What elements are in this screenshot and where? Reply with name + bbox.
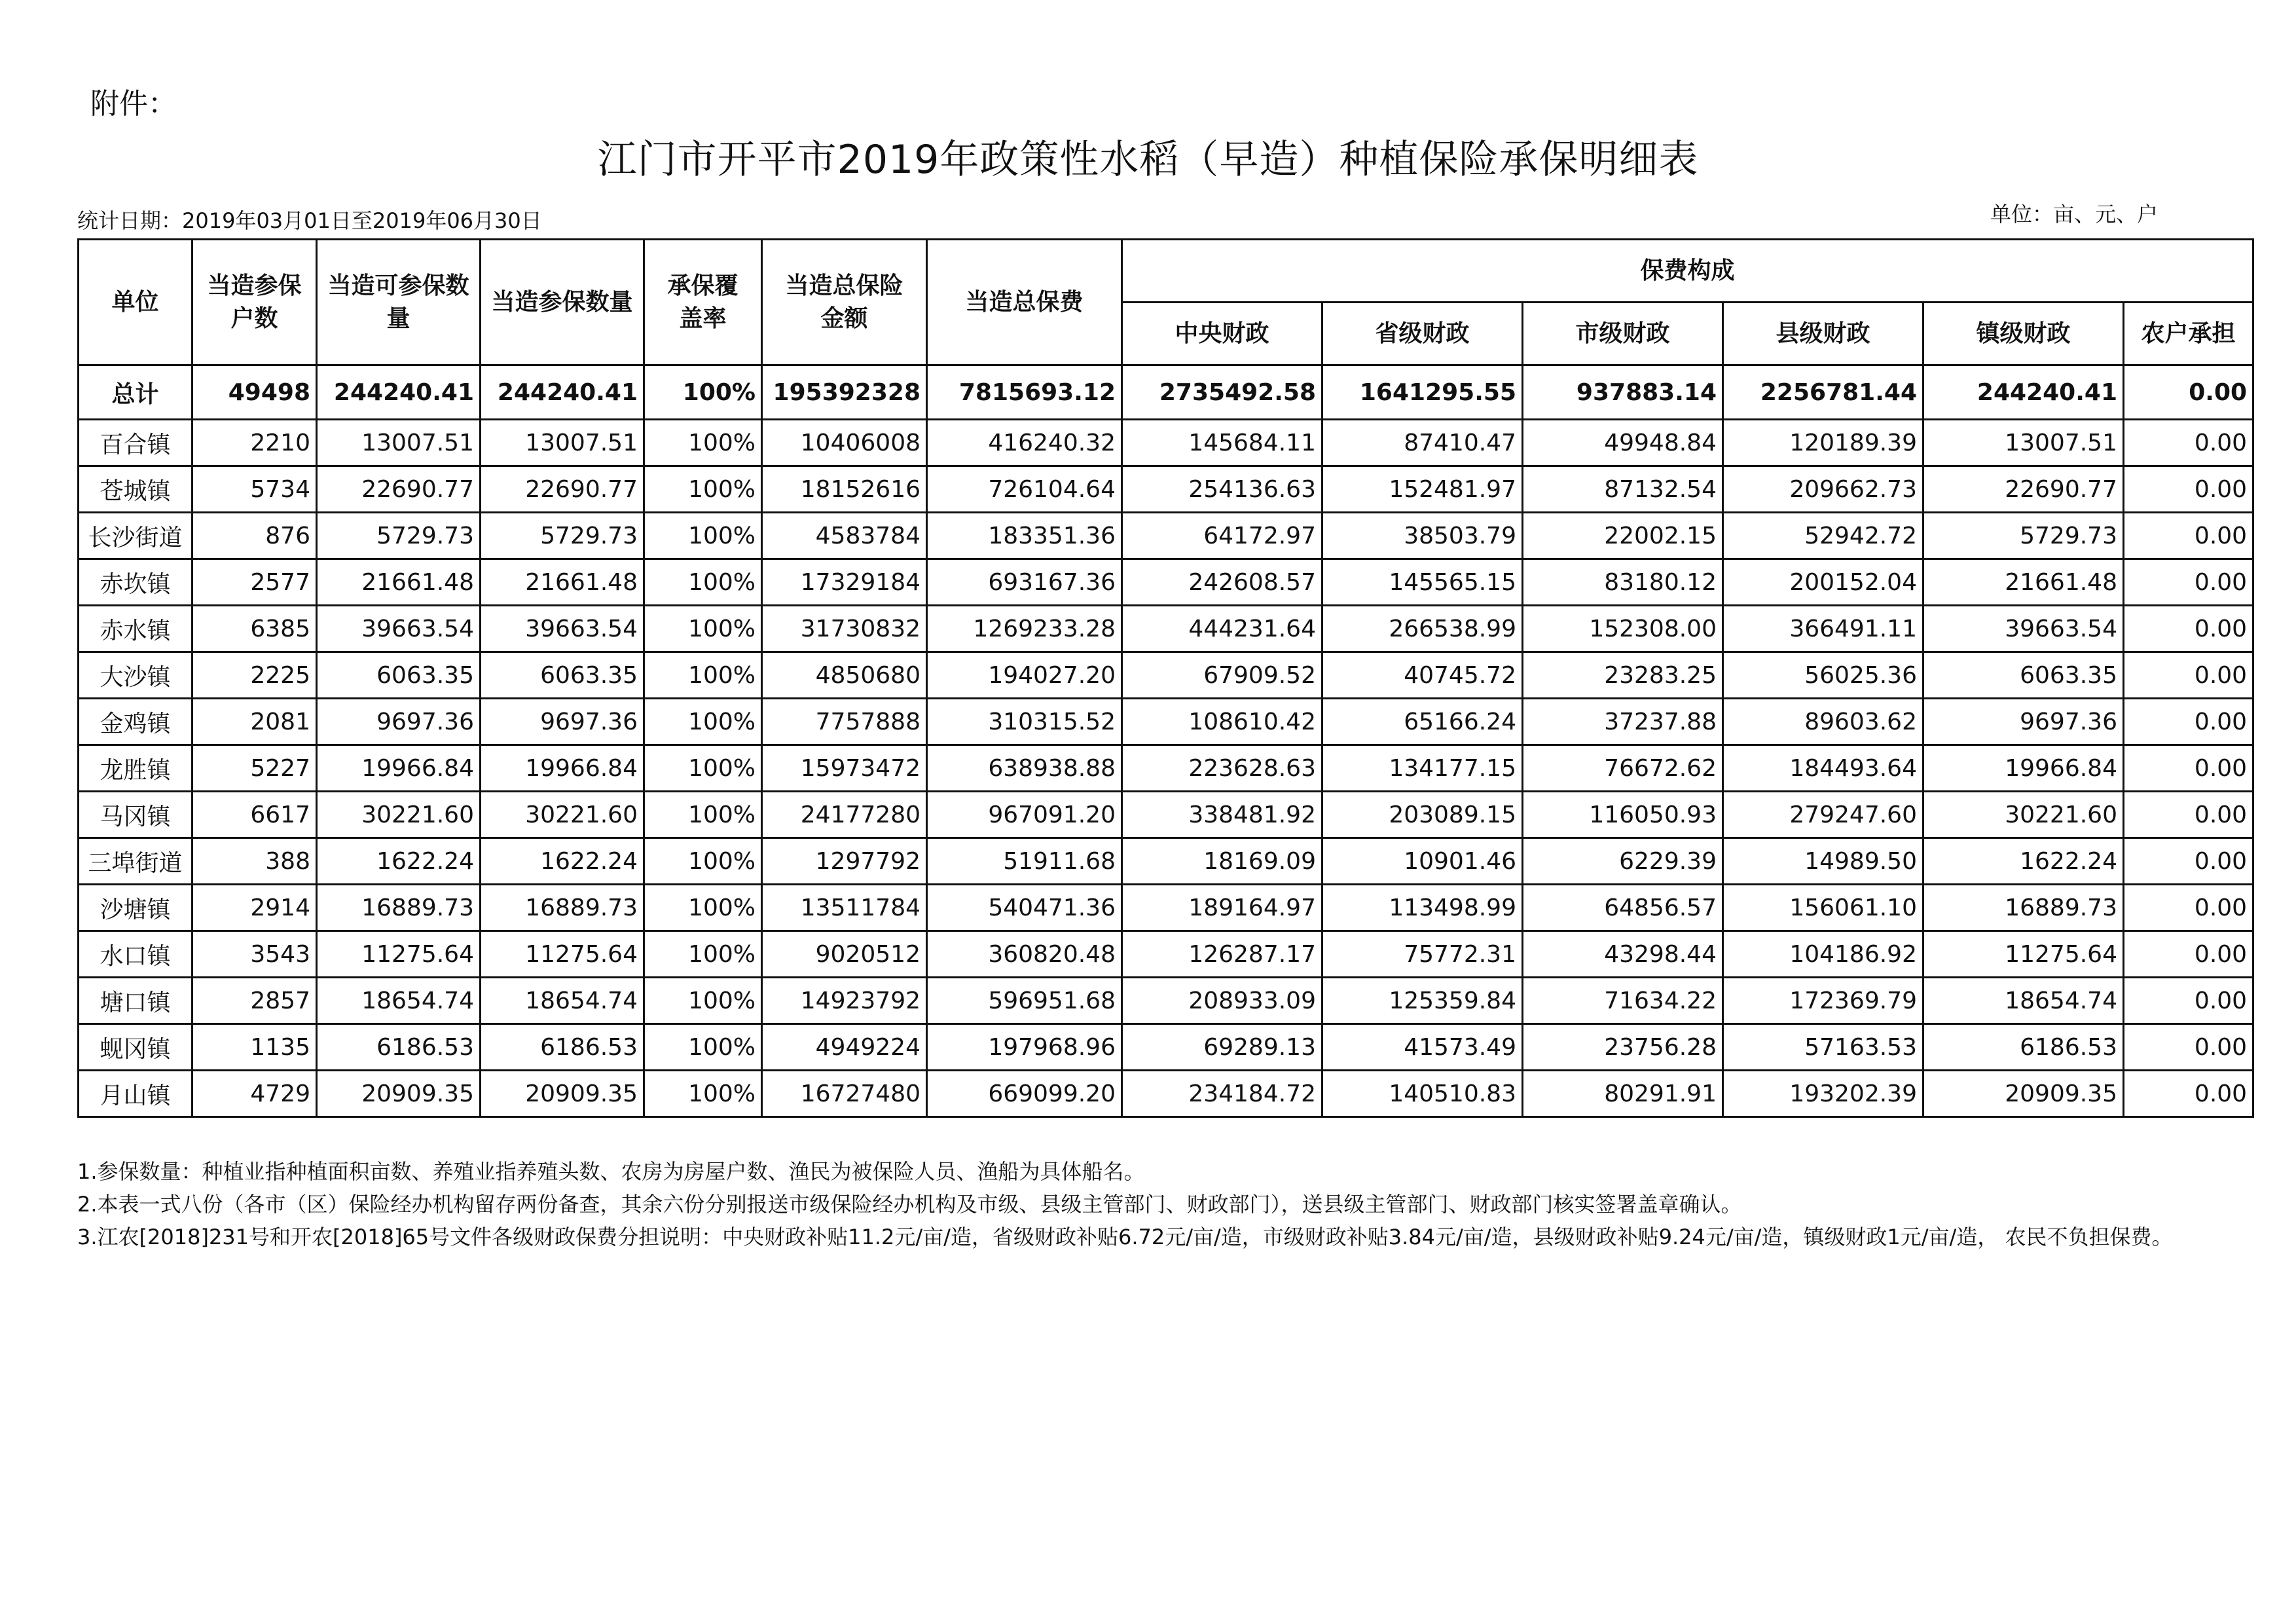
cell-premium: 310315.52 (927, 699, 1122, 745)
cell-eligible-qty: 18654.74 (317, 978, 481, 1024)
table-row (79, 838, 2253, 885)
footnote-3: 3.江农[2018]231号和开农[2018]65号文件各级财政保费分担说明：中央财政补贴11.2元/亩/造，省级财政补贴6.72元/亩/造，市级财政补贴3.84元/亩/造，县级财政补贴9.24元/亩/造，镇级财政1元/亩/造， 农民不负担保费。 (77, 1225, 2173, 1249)
cell-premium: 183351.36 (927, 513, 1122, 559)
cell-eligible-qty: 5729.73 (317, 513, 481, 559)
insurance-table (77, 238, 2254, 1118)
total-provincial: 1641295.55 (1322, 365, 1523, 420)
cell-sum-insured: 13511784 (762, 885, 927, 931)
total-households: 49498 (192, 365, 317, 420)
cell-premium: 540471.36 (927, 885, 1122, 931)
cell-households: 2210 (192, 420, 317, 466)
cell-unit: 塘口镇 (79, 978, 192, 1024)
cell-farmer: 0.00 (2124, 420, 2253, 466)
cell-county: 184493.64 (1723, 745, 1923, 792)
cell-unit: 龙胜镇 (79, 745, 192, 792)
date-range: 统计日期：2019年03月01日至2019年06月30日 (77, 208, 542, 233)
header-premium: 当造总保费 (927, 240, 1122, 365)
cell-insured-qty: 11275.64 (481, 931, 644, 978)
total-town: 244240.41 (1923, 365, 2124, 420)
cell-unit: 百合镇 (79, 420, 192, 466)
total-county: 2256781.44 (1723, 365, 1923, 420)
total-label: 总计 (79, 365, 192, 420)
cell-farmer: 0.00 (2124, 838, 2253, 885)
cell-sum-insured: 4949224 (762, 1024, 927, 1071)
cell-eligible-qty: 1622.24 (317, 838, 481, 885)
cell-farmer: 0.00 (2124, 699, 2253, 745)
header-farmer: 农户承担 (2124, 303, 2253, 365)
units-label: 单位：亩、元、户 (1990, 202, 2159, 227)
cell-unit: 苍城镇 (79, 466, 192, 513)
header-sum-insured: 当造总保险金额 (762, 240, 927, 365)
header-town: 镇级财政 (1923, 303, 2124, 365)
table-row (79, 559, 2253, 606)
cell-unit: 水口镇 (79, 931, 192, 978)
cell-insured-qty: 6063.35 (481, 652, 644, 699)
cell-households: 5227 (192, 745, 317, 792)
cell-premium: 51911.68 (927, 838, 1122, 885)
cell-central: 69289.13 (1122, 1024, 1322, 1071)
cell-coverage: 100% (644, 699, 762, 745)
cell-provincial: 140510.83 (1322, 1071, 1523, 1117)
cell-county: 120189.39 (1723, 420, 1923, 466)
cell-farmer: 0.00 (2124, 745, 2253, 792)
header-central: 中央财政 (1122, 303, 1322, 365)
cell-county: 366491.11 (1723, 606, 1923, 652)
table-row (79, 466, 2253, 513)
cell-coverage: 100% (644, 559, 762, 606)
table-row (79, 652, 2253, 699)
cell-unit: 长沙街道 (79, 513, 192, 559)
cell-insured-qty: 13007.51 (481, 420, 644, 466)
cell-town: 13007.51 (1923, 420, 2124, 466)
cell-coverage: 100% (644, 1071, 762, 1117)
cell-central: 223628.63 (1122, 745, 1322, 792)
cell-households: 6617 (192, 792, 317, 838)
header-composition: 保费构成 (1122, 240, 2253, 303)
header-county: 县级财政 (1723, 303, 1923, 365)
table-row (79, 978, 2253, 1024)
cell-sum-insured: 15973472 (762, 745, 927, 792)
cell-farmer: 0.00 (2124, 513, 2253, 559)
page-title: 江门市开平市2019年政策性水稻（早造）种植保险承保明细表 (597, 137, 1699, 183)
cell-provincial: 113498.99 (1322, 885, 1523, 931)
cell-farmer: 0.00 (2124, 466, 2253, 513)
cell-coverage: 100% (644, 1024, 762, 1071)
cell-coverage: 100% (644, 838, 762, 885)
cell-sum-insured: 14923792 (762, 978, 927, 1024)
cell-provincial: 203089.15 (1322, 792, 1523, 838)
cell-city: 83180.12 (1523, 559, 1723, 606)
cell-eligible-qty: 21661.48 (317, 559, 481, 606)
cell-provincial: 38503.79 (1322, 513, 1523, 559)
cell-city: 23756.28 (1523, 1024, 1723, 1071)
cell-households: 6385 (192, 606, 317, 652)
cell-households: 2225 (192, 652, 317, 699)
cell-farmer: 0.00 (2124, 978, 2253, 1024)
cell-insured-qty: 16889.73 (481, 885, 644, 931)
cell-central: 208933.09 (1122, 978, 1322, 1024)
cell-town: 19966.84 (1923, 745, 2124, 792)
cell-insured-qty: 39663.54 (481, 606, 644, 652)
cell-city: 23283.25 (1523, 652, 1723, 699)
cell-city: 76672.62 (1523, 745, 1723, 792)
cell-sum-insured: 16727480 (762, 1071, 927, 1117)
total-row (79, 365, 2253, 420)
cell-households: 388 (192, 838, 317, 885)
cell-farmer: 0.00 (2124, 606, 2253, 652)
cell-farmer: 0.00 (2124, 1024, 2253, 1071)
cell-central: 18169.09 (1122, 838, 1322, 885)
cell-provincial: 125359.84 (1322, 978, 1523, 1024)
cell-town: 30221.60 (1923, 792, 2124, 838)
cell-central: 444231.64 (1122, 606, 1322, 652)
cell-coverage: 100% (644, 606, 762, 652)
cell-farmer: 0.00 (2124, 931, 2253, 978)
cell-county: 52942.72 (1723, 513, 1923, 559)
cell-provincial: 266538.99 (1322, 606, 1523, 652)
cell-county: 193202.39 (1723, 1071, 1923, 1117)
cell-town: 16889.73 (1923, 885, 2124, 931)
cell-central: 242608.57 (1122, 559, 1322, 606)
cell-central: 189164.97 (1122, 885, 1322, 931)
cell-city: 71634.22 (1523, 978, 1723, 1024)
cell-city: 116050.93 (1523, 792, 1723, 838)
cell-households: 5734 (192, 466, 317, 513)
cell-sum-insured: 24177280 (762, 792, 927, 838)
cell-coverage: 100% (644, 792, 762, 838)
cell-premium: 638938.88 (927, 745, 1122, 792)
header-coverage: 承保覆盖率 (644, 240, 762, 365)
attachment-label: 附件： (90, 87, 177, 120)
cell-eligible-qty: 11275.64 (317, 931, 481, 978)
cell-town: 18654.74 (1923, 978, 2124, 1024)
cell-farmer: 0.00 (2124, 559, 2253, 606)
cell-eligible-qty: 39663.54 (317, 606, 481, 652)
cell-county: 279247.60 (1723, 792, 1923, 838)
cell-insured-qty: 6186.53 (481, 1024, 644, 1071)
cell-city: 6229.39 (1523, 838, 1723, 885)
cell-provincial: 134177.15 (1322, 745, 1523, 792)
cell-premium: 669099.20 (927, 1071, 1122, 1117)
table-row (79, 513, 2253, 559)
cell-central: 64172.97 (1122, 513, 1322, 559)
cell-sum-insured: 4583784 (762, 513, 927, 559)
cell-premium: 726104.64 (927, 466, 1122, 513)
header-unit: 单位 (79, 240, 192, 365)
cell-households: 1135 (192, 1024, 317, 1071)
cell-town: 6063.35 (1923, 652, 2124, 699)
cell-unit: 月山镇 (79, 1071, 192, 1117)
cell-town: 20909.35 (1923, 1071, 2124, 1117)
cell-sum-insured: 1297792 (762, 838, 927, 885)
cell-town: 39663.54 (1923, 606, 2124, 652)
cell-insured-qty: 1622.24 (481, 838, 644, 885)
cell-premium: 197968.96 (927, 1024, 1122, 1071)
header-insured-qty: 当造参保数量 (481, 240, 644, 365)
cell-sum-insured: 10406008 (762, 420, 927, 466)
cell-unit: 赤坎镇 (79, 559, 192, 606)
cell-households: 2081 (192, 699, 317, 745)
cell-insured-qty: 19966.84 (481, 745, 644, 792)
cell-town: 11275.64 (1923, 931, 2124, 978)
table-row (79, 606, 2253, 652)
cell-county: 172369.79 (1723, 978, 1923, 1024)
cell-households: 2914 (192, 885, 317, 931)
cell-sum-insured: 31730832 (762, 606, 927, 652)
cell-coverage: 100% (644, 652, 762, 699)
cell-town: 5729.73 (1923, 513, 2124, 559)
cell-households: 2577 (192, 559, 317, 606)
table-row (79, 885, 2253, 931)
total-eligible-qty: 244240.41 (317, 365, 481, 420)
cell-farmer: 0.00 (2124, 652, 2253, 699)
cell-central: 234184.72 (1122, 1071, 1322, 1117)
cell-unit: 三埠街道 (79, 838, 192, 885)
cell-city: 43298.44 (1523, 931, 1723, 978)
cell-unit: 赤水镇 (79, 606, 192, 652)
cell-unit: 大沙镇 (79, 652, 192, 699)
cell-county: 200152.04 (1723, 559, 1923, 606)
cell-coverage: 100% (644, 513, 762, 559)
table-row (79, 1024, 2253, 1071)
total-central: 2735492.58 (1122, 365, 1322, 420)
cell-provincial: 145565.15 (1322, 559, 1523, 606)
cell-insured-qty: 5729.73 (481, 513, 644, 559)
cell-county: 57163.53 (1723, 1024, 1923, 1071)
cell-unit: 蚬冈镇 (79, 1024, 192, 1071)
cell-city: 87132.54 (1523, 466, 1723, 513)
cell-eligible-qty: 6063.35 (317, 652, 481, 699)
cell-provincial: 65166.24 (1322, 699, 1523, 745)
cell-insured-qty: 20909.35 (481, 1071, 644, 1117)
cell-city: 37237.88 (1523, 699, 1723, 745)
cell-premium: 1269233.28 (927, 606, 1122, 652)
cell-provincial: 87410.47 (1322, 420, 1523, 466)
cell-eligible-qty: 9697.36 (317, 699, 481, 745)
cell-town: 22690.77 (1923, 466, 2124, 513)
cell-sum-insured: 7757888 (762, 699, 927, 745)
cell-premium: 416240.32 (927, 420, 1122, 466)
cell-unit: 金鸡镇 (79, 699, 192, 745)
cell-city: 49948.84 (1523, 420, 1723, 466)
cell-insured-qty: 21661.48 (481, 559, 644, 606)
cell-premium: 693167.36 (927, 559, 1122, 606)
cell-provincial: 152481.97 (1322, 466, 1523, 513)
cell-city: 64856.57 (1523, 885, 1723, 931)
cell-county: 156061.10 (1723, 885, 1923, 931)
cell-eligible-qty: 22690.77 (317, 466, 481, 513)
footnote-1: 1.参保数量：种植业指种植面积亩数、养殖业指养殖头数、农房为房屋户数、渔民为被保险人员、渔船为具体船名。 (77, 1159, 1145, 1184)
cell-city: 22002.15 (1523, 513, 1723, 559)
cell-county: 14989.50 (1723, 838, 1923, 885)
cell-town: 21661.48 (1923, 559, 2124, 606)
cell-premium: 967091.20 (927, 792, 1122, 838)
cell-insured-qty: 18654.74 (481, 978, 644, 1024)
cell-county: 104186.92 (1723, 931, 1923, 978)
cell-central: 254136.63 (1122, 466, 1322, 513)
cell-central: 338481.92 (1122, 792, 1322, 838)
cell-city: 80291.91 (1523, 1071, 1723, 1117)
cell-coverage: 100% (644, 420, 762, 466)
header-provincial: 省级财政 (1322, 303, 1523, 365)
cell-provincial: 75772.31 (1322, 931, 1523, 978)
table-row (79, 420, 2253, 466)
cell-coverage: 100% (644, 466, 762, 513)
header-households: 当造参保户数 (192, 240, 317, 365)
cell-eligible-qty: 19966.84 (317, 745, 481, 792)
header-eligible-qty: 当造可参保数量 (317, 240, 481, 365)
cell-provincial: 41573.49 (1322, 1024, 1523, 1071)
cell-town: 9697.36 (1923, 699, 2124, 745)
total-premium: 7815693.12 (927, 365, 1122, 420)
cell-coverage: 100% (644, 745, 762, 792)
table-row (79, 699, 2253, 745)
cell-sum-insured: 17329184 (762, 559, 927, 606)
cell-provincial: 40745.72 (1322, 652, 1523, 699)
cell-eligible-qty: 13007.51 (317, 420, 481, 466)
cell-sum-insured: 18152616 (762, 466, 927, 513)
footnote-2: 2.本表一式八份（各市（区）保险经办机构留存两份备查，其余六份分别报送市级保险经办机构及市级、县级主管部门、财政部门），送县级主管部门、财政部门核实签署盖章确认。 (77, 1192, 1742, 1217)
total-sum-insured: 195392328 (762, 365, 927, 420)
cell-unit: 沙塘镇 (79, 885, 192, 931)
table-row (79, 792, 2253, 838)
cell-sum-insured: 4850680 (762, 652, 927, 699)
cell-central: 145684.11 (1122, 420, 1322, 466)
cell-premium: 360820.48 (927, 931, 1122, 978)
cell-central: 126287.17 (1122, 931, 1322, 978)
cell-coverage: 100% (644, 931, 762, 978)
table-row (79, 1071, 2253, 1117)
cell-households: 876 (192, 513, 317, 559)
total-city: 937883.14 (1523, 365, 1723, 420)
cell-central: 108610.42 (1122, 699, 1322, 745)
cell-premium: 596951.68 (927, 978, 1122, 1024)
total-coverage: 100% (644, 365, 762, 420)
footnotes (77, 1155, 2264, 1253)
cell-households: 4729 (192, 1071, 317, 1117)
cell-county: 209662.73 (1723, 466, 1923, 513)
cell-eligible-qty: 16889.73 (317, 885, 481, 931)
cell-farmer: 0.00 (2124, 885, 2253, 931)
cell-county: 89603.62 (1723, 699, 1923, 745)
cell-central: 67909.52 (1122, 652, 1322, 699)
table-row (79, 745, 2253, 792)
cell-town: 6186.53 (1923, 1024, 2124, 1071)
cell-eligible-qty: 6186.53 (317, 1024, 481, 1071)
cell-sum-insured: 9020512 (762, 931, 927, 978)
cell-town: 1622.24 (1923, 838, 2124, 885)
cell-households: 2857 (192, 978, 317, 1024)
header-city: 市级财政 (1523, 303, 1723, 365)
total-farmer: 0.00 (2124, 365, 2253, 420)
cell-provincial: 10901.46 (1322, 838, 1523, 885)
cell-eligible-qty: 30221.60 (317, 792, 481, 838)
cell-insured-qty: 30221.60 (481, 792, 644, 838)
cell-premium: 194027.20 (927, 652, 1122, 699)
total-insured-qty: 244240.41 (481, 365, 644, 420)
cell-coverage: 100% (644, 885, 762, 931)
cell-county: 56025.36 (1723, 652, 1923, 699)
cell-farmer: 0.00 (2124, 1071, 2253, 1117)
cell-farmer: 0.00 (2124, 792, 2253, 838)
cell-insured-qty: 9697.36 (481, 699, 644, 745)
cell-coverage: 100% (644, 978, 762, 1024)
table-row (79, 931, 2253, 978)
cell-eligible-qty: 20909.35 (317, 1071, 481, 1117)
cell-insured-qty: 22690.77 (481, 466, 644, 513)
cell-unit: 马冈镇 (79, 792, 192, 838)
cell-households: 3543 (192, 931, 317, 978)
cell-city: 152308.00 (1523, 606, 1723, 652)
